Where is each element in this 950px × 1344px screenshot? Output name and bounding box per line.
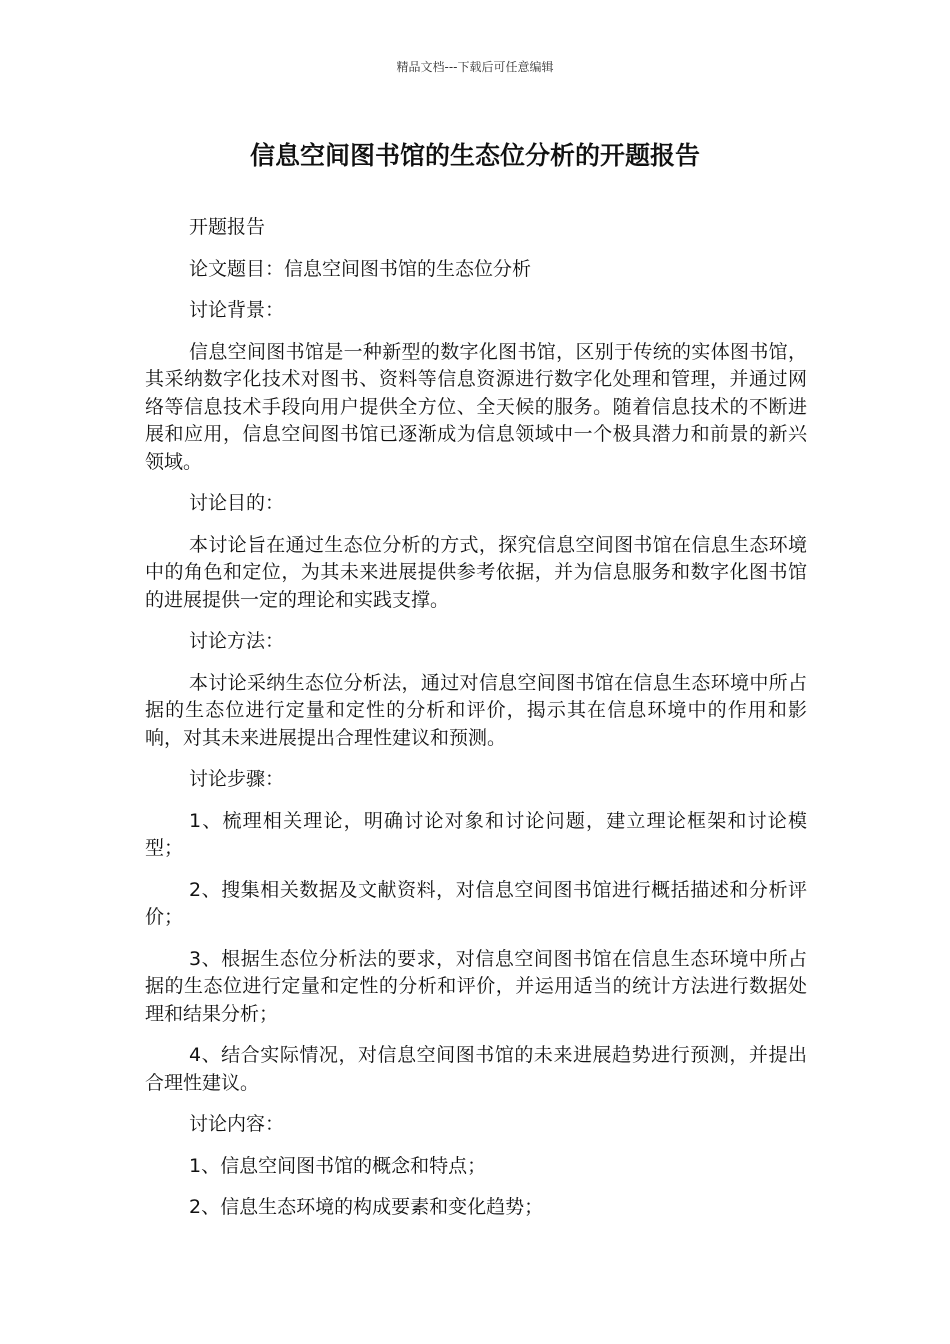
heading-purpose: 讨论目的：	[189, 492, 285, 514]
paragraph-background: 信息空间图书馆是一种新型的数字化图书馆，区别于传统的实体图书馆，其采纳数字化技术对图书、资料等信息资源进行数字化处理和管理，并通过网络等信息技术手段向用户提供全方位、全天候的服务。随着信息技术的不断进展和应用，信息空间图书馆已逐渐成为信息领域中一个极具潜力和前景的新兴领域。	[145, 340, 807, 473]
header-note: 精品文档---下载后可任意编辑	[396, 60, 554, 74]
paragraph-purpose: 本讨论旨在通过生态位分析的方式，探究信息空间图书馆在信息生态环境中的角色和定位，为其未来进展提供参考依据，并为信息服务和数字化图书馆的进展提供一定的理论和实践支撑。	[145, 533, 807, 611]
heading-content: 讨论内容：	[189, 1113, 285, 1135]
step-item-2: 2、搜集相关数据及文献资料，对信息空间图书馆进行概括描述和分析评价；	[145, 878, 807, 928]
heading-method: 讨论方法：	[189, 630, 285, 652]
heading-steps: 讨论步骤：	[189, 768, 285, 790]
step-item-1: 1、梳理相关理论，明确讨论对象和讨论问题，建立理论框架和讨论模型；	[145, 809, 807, 859]
step-item-3: 3、根据生态位分析法的要求，对信息空间图书馆在信息生态环境中所占据的生态位进行定量和定性的分析和评价，并运用适当的统计方法进行数据处理和结果分析；	[145, 947, 807, 1025]
section-label-report: 开题报告	[189, 216, 266, 238]
content-item-1: 1、信息空间图书馆的概念和特点；	[189, 1154, 487, 1177]
step-item-4: 4、结合实际情况，对信息空间图书馆的未来进展趋势进行预测，并提出合理性建议。	[145, 1044, 807, 1094]
heading-background: 讨论背景：	[189, 299, 285, 321]
content-item-2: 2、信息生态环境的构成要素和变化趋势；	[189, 1196, 544, 1218]
document-body	[145, 214, 807, 1236]
paragraph-method: 本讨论采纳生态位分析法，通过对信息空间图书馆在信息生态环境中所占据的生态位进行定量和定性的分析和评价，揭示其在信息环境中的作用和影响，对其未来进展提出合理性建议和预测。	[145, 671, 807, 749]
document-title: 信息空间图书馆的生态位分析的开题报告	[249, 141, 700, 170]
thesis-title-line: 论文题目：信息空间图书馆的生态位分析	[189, 257, 532, 280]
